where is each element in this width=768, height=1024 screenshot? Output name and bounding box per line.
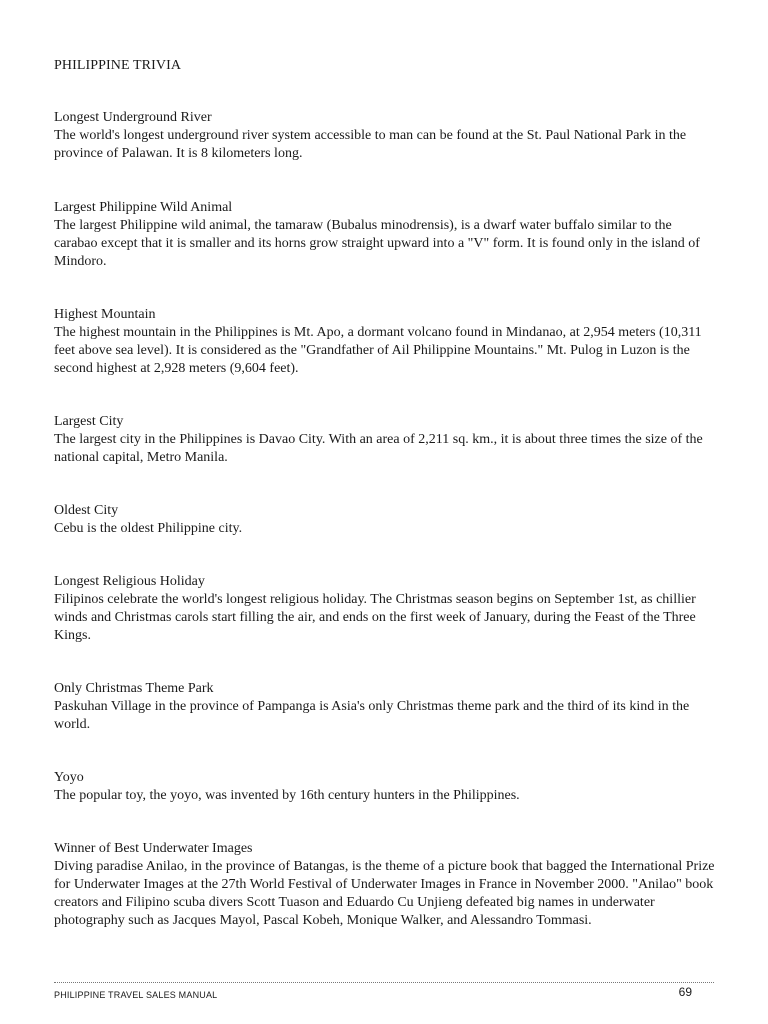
section-body: Filipinos celebrate the world's longest religious holiday. The Christmas season begins on September 1st, as chillier winds and Christmas carols start filling the air, and ends on the first week of January, during the Feast of the Three Kings. (54, 592, 696, 643)
section-heading: Highest Mountain (54, 307, 156, 322)
section-body: Diving paradise Anilao, in the province of Batangas, is the theme of a picture book that bagged the International Prize for Underwater Images at the 27th World Festival of Underwater Images in France in November 2000. "Anilao" book creators and Filipino scuba divers Scott Tuason and Eduardo Cu Unjieng defeated big names in underwater photography such as Jacques Mayol, Pascal Kobeh, Monique Walker, and Alessandro Tommasi. (54, 859, 715, 928)
section-body: Paskuhan Village in the province of Pampanga is Asia's only Christmas theme park and the third of its kind in the world. (54, 699, 690, 732)
trivia-section-religious-holiday (54, 573, 716, 645)
section-body: The world's longest underground river system accessible to man can be found at the St. Paul National Park in the province of Palawan. It is 8 kilometers long. (54, 128, 687, 161)
section-heading: Winner of Best Underwater Images (54, 841, 253, 856)
trivia-section-highest-mountain (54, 306, 716, 378)
trivia-section-theme-park (54, 680, 716, 734)
section-heading: Longest Religious Holiday (54, 574, 205, 589)
page-number: 69 (678, 985, 692, 999)
trivia-section-yoyo (54, 769, 716, 805)
section-body: Cebu is the oldest Philippine city. (54, 521, 243, 536)
section-body: The highest mountain in the Philippines is Mt. Apo, a dormant volcano found in Mindanao, at 2,954 meters (10,311 feet above sea level). It is considered as the "Grandfather of Ail Philippine Mountains." Mt. Pulog in Luzon is the second highest at 2,928 meters (9,604 feet). (54, 325, 702, 376)
footer-divider (54, 982, 714, 983)
footer-label: PHILIPPINE TRAVEL SALES MANUAL (54, 990, 218, 1000)
section-heading: Oldest City (54, 503, 119, 518)
section-heading: Yoyo (54, 770, 84, 785)
section-heading: Largest Philippine Wild Animal (54, 200, 233, 215)
trivia-section-underground-river (54, 109, 716, 163)
trivia-section-oldest-city (54, 502, 716, 538)
section-heading: Longest Underground River (54, 110, 212, 125)
section-body: The largest Philippine wild animal, the tamaraw (Bubalus minodrensis), is a dwarf water buffalo similar to the carabao except that it is smaller and its horns grow straight upward into a "V" form. It is found only in the island of Mindoro. (54, 218, 700, 269)
trivia-section-wild-animal (54, 199, 716, 271)
section-heading: Largest City (54, 414, 124, 429)
page-title: PHILIPPINE TRIVIA (54, 58, 182, 73)
trivia-section-underwater-images (54, 840, 716, 930)
document-page (54, 0, 716, 1024)
section-body: The largest city in the Philippines is Davao City. With an area of 2,211 sq. km., it is about three times the size of the national capital, Metro Manila. (54, 432, 703, 465)
section-body: The popular toy, the yoyo, was invented by 16th century hunters in the Philippines. (54, 788, 520, 803)
section-heading: Only Christmas Theme Park (54, 681, 214, 696)
trivia-section-largest-city (54, 413, 716, 467)
